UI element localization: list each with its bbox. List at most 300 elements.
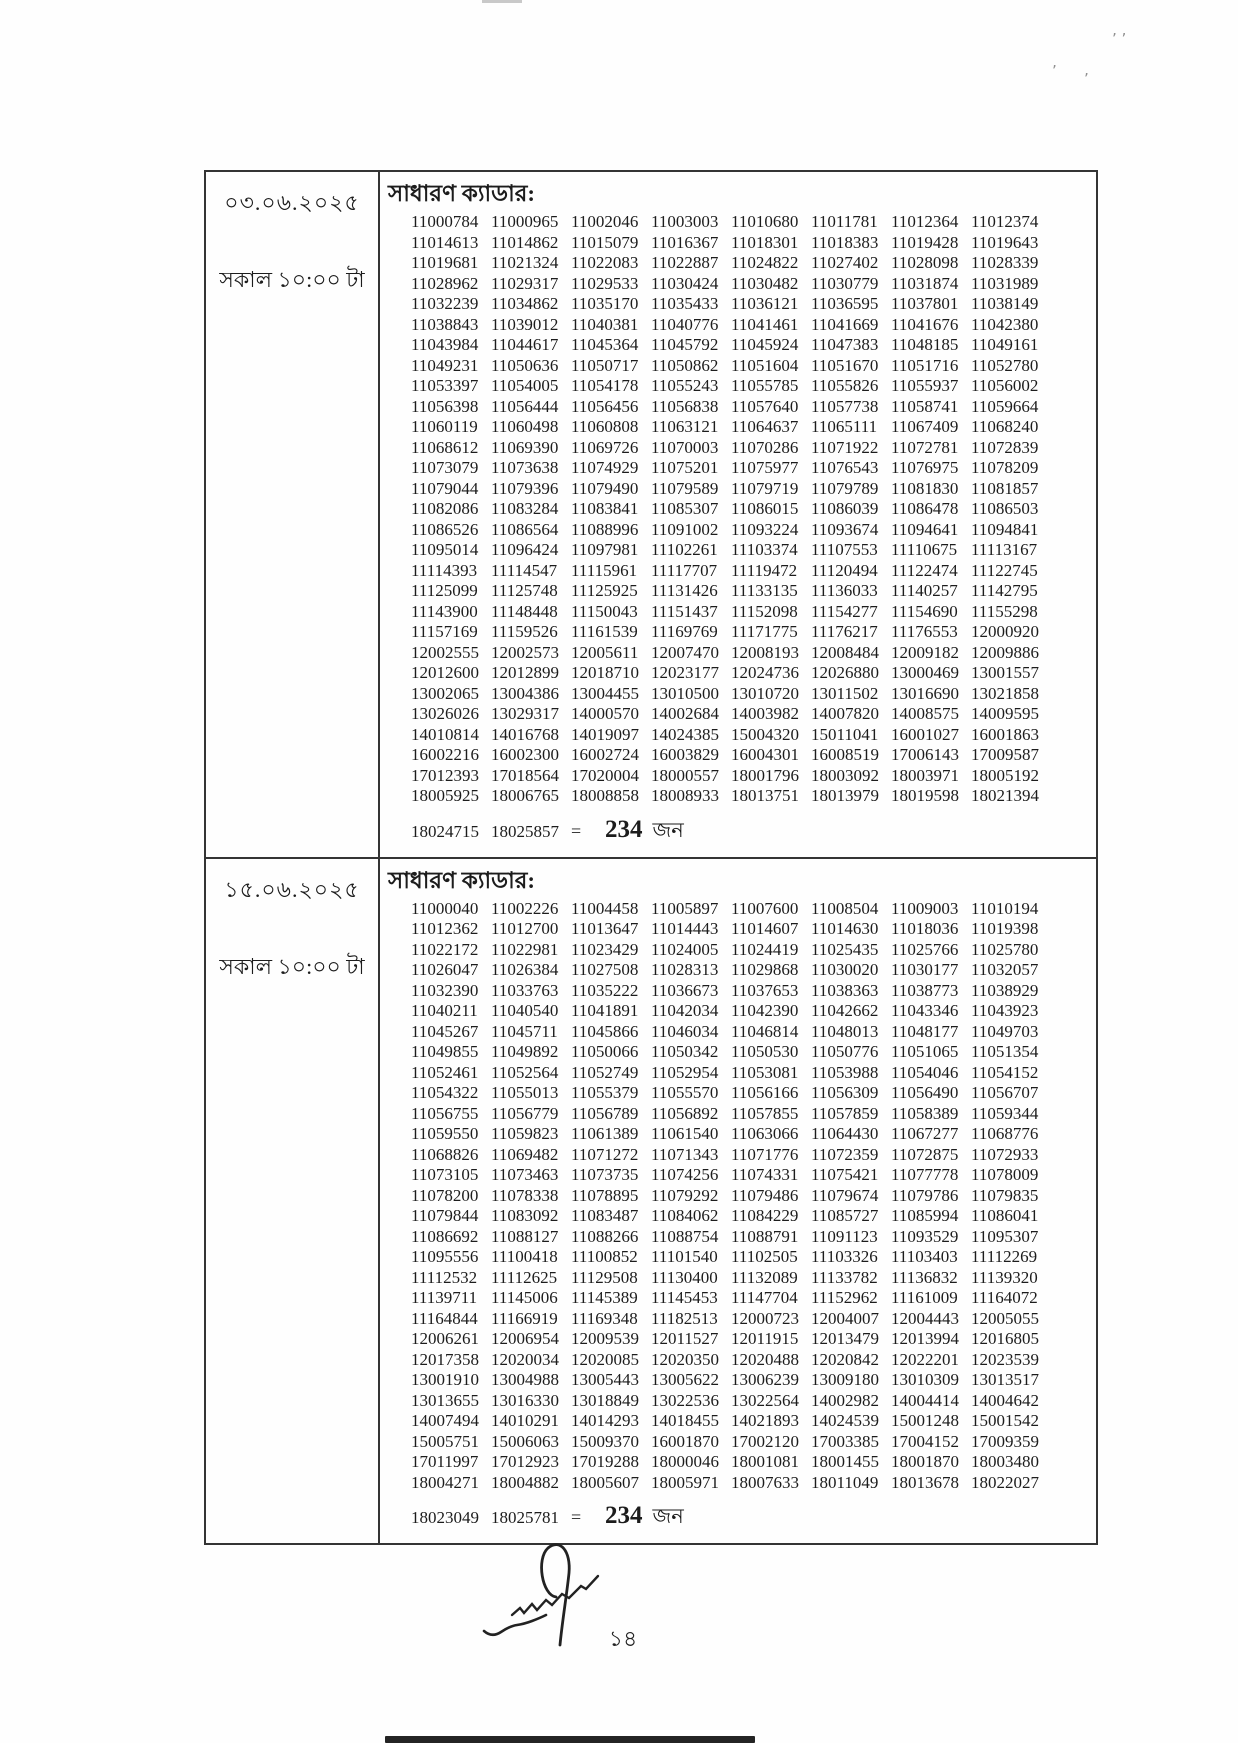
roll-number: 11069726 — [571, 437, 639, 457]
roll-number: 11053397 — [411, 376, 479, 395]
roll-number: 11045866 — [571, 1021, 639, 1041]
roll-number-row — [411, 1042, 1096, 1063]
roll-number: 11110675 — [891, 540, 958, 559]
roll-number: 11035222 — [571, 980, 639, 1000]
roll-number-row — [411, 1370, 1096, 1391]
roll-number-row — [411, 520, 1096, 541]
roll-number: 12000723 — [731, 1308, 799, 1328]
roll-number: 11029317 — [491, 273, 559, 293]
roll-number: 11088791 — [731, 1226, 799, 1246]
roll-number: 11161539 — [571, 622, 638, 641]
roll-number: 11056002 — [971, 376, 1039, 395]
roll-number: 18000557 — [651, 765, 719, 785]
roll-number: 11022083 — [571, 253, 639, 272]
roll-number-row — [411, 684, 1096, 705]
roll-number: 11073638 — [491, 458, 559, 477]
roll-number: 11052749 — [571, 1062, 639, 1082]
roll-number: 18005925 — [411, 786, 479, 805]
roll-number: 11046034 — [651, 1021, 719, 1041]
roll-number: 11014613 — [411, 232, 479, 252]
roll-number: 11086564 — [491, 519, 559, 539]
roll-number: 18003092 — [811, 765, 879, 785]
roll-number: 12006954 — [491, 1329, 559, 1348]
roll-number: 11029533 — [571, 273, 639, 293]
roll-number: 11079486 — [731, 1185, 799, 1205]
roll-number: 18003971 — [891, 765, 959, 785]
roll-number-row — [411, 643, 1096, 664]
roll-number: 11056838 — [651, 396, 719, 416]
roll-number: 11072875 — [891, 1144, 959, 1164]
roll-number: 13018849 — [571, 1390, 639, 1410]
roll-number: 11117707 — [651, 560, 718, 580]
total-row — [411, 1501, 1096, 1531]
roll-number: 13011502 — [811, 683, 879, 703]
roll-number: 11102505 — [731, 1247, 798, 1266]
roll-number: 11083284 — [491, 499, 559, 518]
roll-number: 18004882 — [491, 1472, 559, 1492]
roll-number: 11013647 — [571, 919, 639, 938]
table-row — [206, 857, 1096, 1544]
roll-number: 11095014 — [411, 540, 479, 559]
roll-number: 17009587 — [971, 745, 1039, 764]
roll-number-row — [411, 622, 1096, 643]
roll-number-row — [411, 499, 1096, 520]
roll-number: 11071343 — [651, 1144, 719, 1164]
roll-number: 18004271 — [411, 1472, 479, 1492]
roll-number: 11041676 — [891, 314, 959, 334]
roll-number: 11029868 — [731, 960, 799, 979]
roll-number: 14014293 — [571, 1411, 639, 1430]
roll-number-row — [411, 315, 1096, 336]
roll-number: 11030020 — [811, 960, 879, 979]
roll-number-row — [411, 919, 1096, 940]
roll-number: 11056755 — [411, 1103, 479, 1123]
roll-number: 17012393 — [411, 765, 479, 785]
roll-number: 11024822 — [731, 253, 799, 272]
roll-number: 12002555 — [411, 642, 479, 662]
roll-number: 11051604 — [731, 355, 799, 375]
roll-number: 11075421 — [811, 1165, 879, 1184]
roll-number: 11036595 — [811, 294, 879, 313]
roll-number: 11026047 — [411, 960, 479, 979]
roll-number: 11014607 — [731, 919, 799, 938]
roll-number: 18003480 — [971, 1452, 1039, 1471]
roll-number: 11086692 — [411, 1226, 479, 1246]
roll-number: 11045792 — [651, 335, 719, 354]
roll-number: 11045267 — [411, 1021, 479, 1041]
roll-number: 17019288 — [571, 1452, 639, 1471]
roll-number: 18025781 — [491, 1508, 559, 1527]
roll-number: 13009180 — [811, 1370, 879, 1389]
roll-number: 11019428 — [891, 232, 959, 252]
roll-number: 14004414 — [891, 1390, 959, 1410]
roll-number: 11007600 — [731, 898, 799, 918]
roll-number: 11000784 — [411, 212, 479, 231]
roll-number-row — [411, 397, 1096, 418]
roll-number: 11053988 — [811, 1062, 879, 1082]
roll-number: 11024005 — [651, 939, 719, 959]
roll-number: 11044617 — [491, 335, 559, 354]
roll-number: 11057859 — [811, 1103, 879, 1123]
roll-number: 11040776 — [651, 314, 719, 334]
roll-number: 11028098 — [891, 253, 959, 272]
roll-number: 11129508 — [571, 1267, 638, 1287]
roll-number: 11070003 — [651, 437, 719, 457]
roll-number: 11139711 — [411, 1288, 478, 1307]
roll-number: 11025435 — [811, 939, 879, 959]
roll-number: 11082086 — [411, 499, 479, 518]
roll-number: 11043984 — [411, 335, 479, 354]
roll-number: 11050342 — [651, 1042, 719, 1061]
roll-number: 11068776 — [971, 1124, 1039, 1143]
roll-number: 12008193 — [731, 642, 799, 662]
roll-number-row — [411, 960, 1096, 981]
roll-number: 14000570 — [571, 704, 639, 723]
roll-number: 11045364 — [571, 335, 639, 354]
roll-number: 11041669 — [811, 314, 879, 334]
roll-number: 12006261 — [411, 1329, 479, 1348]
count-unit-label: জন — [652, 817, 684, 842]
roll-number: 11032057 — [971, 960, 1039, 979]
roll-number: 16001863 — [971, 724, 1039, 744]
roll-number: 11040540 — [491, 1001, 559, 1020]
roll-number: 11059550 — [411, 1124, 479, 1143]
roll-number: 14004642 — [971, 1390, 1039, 1410]
roll-number: 11074929 — [571, 458, 639, 477]
roll-number: 12024736 — [731, 663, 799, 682]
roll-number: 11018383 — [811, 232, 879, 252]
roll-number: 11014862 — [491, 232, 559, 252]
roll-number: 11142795 — [971, 581, 1038, 600]
roll-number: 11056707 — [971, 1083, 1039, 1102]
roll-number: 11095307 — [971, 1226, 1039, 1246]
roll-number: 11125748 — [491, 581, 558, 600]
roll-number-row — [411, 417, 1096, 438]
roll-number: 11145389 — [571, 1288, 638, 1307]
roll-number: 15011041 — [811, 724, 879, 744]
roll-number: 11041891 — [571, 1001, 639, 1020]
roll-number: 11152098 — [731, 601, 798, 621]
roll-number: 11055826 — [811, 376, 879, 395]
roll-number: 11088127 — [491, 1226, 559, 1246]
roll-number: 11058741 — [891, 396, 959, 416]
roll-number: 15006063 — [491, 1431, 559, 1451]
roll-number: 11036121 — [731, 294, 799, 313]
roll-number: 11032239 — [411, 294, 479, 313]
roll-number: 11145006 — [491, 1288, 558, 1307]
roll-number: 16001027 — [891, 724, 959, 744]
roll-number: 18001796 — [731, 765, 799, 785]
roll-number: 14009595 — [971, 704, 1039, 723]
roll-number: 18023049 — [411, 1508, 479, 1527]
roll-number: 11063121 — [651, 417, 719, 436]
roll-number: 12023539 — [971, 1349, 1039, 1369]
roll-number: 13005622 — [651, 1370, 719, 1389]
roll-number: 18013751 — [731, 786, 799, 805]
roll-number: 11086041 — [971, 1206, 1039, 1225]
roll-number: 11073463 — [491, 1165, 559, 1184]
roll-number: 11115961 — [571, 560, 638, 580]
roll-number: 11053081 — [731, 1062, 799, 1082]
roll-number-row — [411, 1001, 1096, 1022]
roll-number: 11161009 — [891, 1288, 958, 1307]
roll-number: 11050717 — [571, 355, 639, 375]
roll-number: 13002065 — [411, 683, 479, 703]
roll-number: 13010500 — [651, 683, 719, 703]
roll-number: 11125099 — [411, 581, 478, 600]
roll-number: 11055785 — [731, 376, 799, 395]
roll-number: 11077778 — [891, 1165, 959, 1184]
roll-number: 11054005 — [491, 376, 559, 395]
roll-number: 11059344 — [971, 1103, 1039, 1123]
roll-number: 11042390 — [731, 1001, 799, 1020]
roll-number: 11084229 — [731, 1206, 799, 1225]
roll-number: 11014630 — [811, 919, 879, 938]
roll-number: 13016330 — [491, 1390, 559, 1410]
roll-number: 11088754 — [651, 1226, 719, 1246]
roll-number: 11078209 — [971, 458, 1039, 477]
roll-number-row — [411, 766, 1096, 787]
roll-number: 11051354 — [971, 1042, 1039, 1061]
roll-number: 11056490 — [891, 1083, 959, 1102]
roll-number: 11054152 — [971, 1062, 1039, 1082]
date-cell — [206, 859, 380, 1544]
roll-number: 11131426 — [651, 581, 718, 600]
roll-number: 14002982 — [811, 1390, 879, 1410]
roll-number: 14021893 — [731, 1411, 799, 1430]
roll-number: 11079044 — [411, 478, 479, 498]
roll-number: 11056166 — [731, 1083, 799, 1102]
roll-number: 14007820 — [811, 704, 879, 723]
roll-number: 11055379 — [571, 1083, 639, 1102]
roll-number: 11002226 — [491, 898, 559, 918]
roll-number: 11122745 — [971, 560, 1038, 580]
roll-number: 17011997 — [411, 1452, 479, 1471]
roll-number: 11132089 — [731, 1267, 798, 1287]
roll-number: 17018564 — [491, 765, 559, 785]
roll-number: 12011915 — [731, 1329, 799, 1348]
roll-number: 11074256 — [651, 1165, 719, 1184]
roll-number: 11075201 — [651, 458, 719, 477]
roll-number: 11050862 — [651, 355, 719, 375]
roll-number: 11049161 — [971, 335, 1039, 354]
roll-number: 13029317 — [491, 704, 559, 723]
roll-number: 12020034 — [491, 1349, 559, 1369]
roll-number: 11054322 — [411, 1083, 479, 1102]
roll-number: 11122474 — [891, 560, 958, 580]
roll-number: 12009539 — [571, 1329, 639, 1348]
roll-number: 17003385 — [811, 1431, 879, 1451]
roll-number: 11019681 — [411, 253, 479, 272]
roll-number: 11125925 — [571, 581, 638, 600]
roll-number: 11004458 — [571, 898, 639, 918]
roll-number: 11040381 — [571, 314, 639, 334]
roll-number: 11073735 — [571, 1165, 639, 1184]
roll-number: 11035170 — [571, 294, 639, 313]
roll-number: 11176553 — [891, 622, 958, 641]
roll-number: 11022887 — [651, 253, 719, 272]
roll-number: 11040211 — [411, 1001, 478, 1020]
roll-number: 11018036 — [891, 919, 959, 938]
roll-number: 11022172 — [411, 939, 479, 959]
roll-number: 11103374 — [731, 540, 798, 559]
roll-number-row — [411, 376, 1096, 397]
roll-number: 14024385 — [651, 724, 719, 744]
roll-number: 18011049 — [811, 1472, 879, 1492]
roll-number: 11065111 — [811, 417, 878, 436]
roll-number: 11052954 — [651, 1062, 719, 1082]
roll-number: 11019398 — [971, 919, 1039, 938]
exam-time: সকাল ১০:০০ টা — [219, 953, 365, 979]
roll-number: 11038363 — [811, 980, 879, 1000]
roll-number: 11093224 — [731, 519, 799, 539]
roll-number-row — [411, 1288, 1096, 1309]
roll-number: 11061389 — [571, 1124, 639, 1143]
roll-number: 11039012 — [491, 314, 559, 334]
roll-number: 11042380 — [971, 314, 1039, 334]
roll-number: 11031989 — [971, 273, 1039, 293]
roll-number-row — [411, 1473, 1096, 1494]
roll-number: 13000469 — [891, 663, 959, 682]
roll-number: 12011527 — [651, 1329, 719, 1348]
roll-number-row — [411, 899, 1096, 920]
roll-number: 11051065 — [891, 1042, 959, 1061]
roll-number: 11102261 — [651, 540, 718, 559]
roll-number-row — [411, 581, 1096, 602]
roll-number: 18025857 — [491, 821, 559, 841]
roll-number: 11051670 — [811, 355, 879, 375]
roll-number: 12022201 — [891, 1349, 959, 1369]
roll-number: 15009370 — [571, 1431, 639, 1451]
roll-number: 11079719 — [731, 478, 799, 498]
roll-number: 11113167 — [971, 540, 1038, 559]
roll-number: 11000965 — [491, 212, 559, 231]
roll-number: 11097981 — [571, 540, 639, 559]
roll-number: 18001455 — [811, 1452, 879, 1471]
roll-number: 11061540 — [651, 1124, 719, 1143]
roll-number: 11028962 — [411, 273, 479, 293]
roll-number-grid — [411, 212, 1096, 807]
roll-number: 11049855 — [411, 1042, 479, 1061]
roll-number-row — [411, 981, 1096, 1002]
roll-number: 14010814 — [411, 724, 479, 744]
roll-number: 11101540 — [651, 1247, 718, 1266]
roll-number: 11068240 — [971, 417, 1039, 436]
roll-number-row — [411, 745, 1096, 766]
roll-number: 13004988 — [491, 1370, 559, 1389]
roll-number: 11150043 — [571, 601, 638, 621]
roll-number: 13013655 — [411, 1390, 479, 1410]
roll-number: 11119472 — [731, 560, 798, 580]
roll-number: 11033763 — [491, 980, 559, 1000]
roll-number: 14016768 — [491, 724, 559, 744]
roll-number: 16002216 — [411, 745, 479, 764]
roll-number: 13016690 — [891, 683, 959, 703]
equals-sign: = — [571, 1507, 582, 1527]
roll-number: 18022027 — [971, 1472, 1039, 1492]
roll-number-row — [411, 786, 1096, 807]
roll-number: 11012362 — [411, 919, 479, 938]
roll-number: 11136832 — [891, 1267, 958, 1287]
roll-number: 11152962 — [811, 1288, 878, 1307]
cadre-header: সাধারণ ক্যাডার: — [388, 867, 536, 893]
roll-number: 11079589 — [651, 478, 719, 498]
roll-number: 11050776 — [811, 1042, 879, 1061]
roll-number: 15001248 — [891, 1411, 959, 1430]
roll-number: 11081857 — [971, 478, 1039, 498]
roll-number: 11055937 — [891, 376, 959, 395]
roll-number: 11014443 — [651, 919, 719, 938]
roll-number: 12009886 — [971, 642, 1039, 662]
roll-number: 11166919 — [491, 1308, 558, 1328]
roll-number: 11030177 — [891, 960, 959, 979]
roll-number: 11060808 — [571, 417, 639, 436]
candidate-count: 234 — [605, 815, 643, 843]
roll-number: 11045924 — [731, 335, 799, 354]
roll-number-row — [411, 1165, 1096, 1186]
roll-number: 11031874 — [891, 273, 959, 293]
roll-number: 14018455 — [651, 1411, 719, 1430]
roll-number: 11048013 — [811, 1021, 879, 1041]
roll-number: 11057855 — [731, 1103, 799, 1123]
roll-number: 13026026 — [411, 704, 479, 723]
roll-number-row — [411, 458, 1096, 479]
roll-number: 13010720 — [731, 683, 799, 703]
roll-number: 11028339 — [971, 253, 1039, 272]
roll-number: 12013994 — [891, 1329, 959, 1348]
roll-number: 11049231 — [411, 355, 479, 375]
roll-number: 13021858 — [971, 683, 1039, 703]
roll-number: 16008519 — [811, 745, 879, 764]
roll-number: 11002046 — [571, 212, 639, 231]
roll-number: 16001870 — [651, 1431, 719, 1451]
roll-number: 11071922 — [811, 437, 879, 457]
scan-artifact-mark: ’ — [1052, 62, 1057, 80]
roll-number: 11112269 — [971, 1247, 1038, 1266]
roll-number: 12009182 — [891, 642, 959, 662]
roll-number: 11011781 — [811, 212, 878, 231]
roll-number-row — [411, 1309, 1096, 1330]
roll-number-row — [411, 1083, 1096, 1104]
roll-number-row — [411, 1329, 1096, 1350]
roll-list-cell — [380, 859, 1096, 1544]
roll-number: 11067277 — [891, 1124, 959, 1143]
roll-number: 18008858 — [571, 786, 639, 805]
roll-number: 11084062 — [651, 1206, 719, 1225]
roll-number: 11037653 — [731, 980, 799, 1000]
roll-number: 11047383 — [811, 335, 879, 354]
roll-number: 11148448 — [491, 601, 558, 621]
roll-number: 11091002 — [651, 519, 719, 539]
roll-number: 11096424 — [491, 540, 559, 559]
roll-number: 11056398 — [411, 396, 479, 416]
roll-number: 11036673 — [651, 980, 719, 1000]
roll-number: 11005897 — [651, 898, 719, 918]
roll-number: 11086503 — [971, 499, 1039, 518]
roll-number: 15001542 — [971, 1411, 1039, 1430]
roll-number-row — [411, 356, 1096, 377]
roll-number: 11012700 — [491, 919, 559, 938]
roll-number: 11086015 — [731, 499, 799, 518]
roll-number: 11133782 — [811, 1267, 878, 1287]
roll-number-grid — [411, 899, 1096, 1494]
roll-number: 11049703 — [971, 1021, 1039, 1041]
roll-number: 13004386 — [491, 683, 559, 703]
roll-number: 11093529 — [891, 1226, 959, 1246]
roll-number: 11154690 — [891, 601, 958, 621]
roll-number: 18005607 — [571, 1472, 639, 1492]
roll-number-row — [411, 1452, 1096, 1473]
